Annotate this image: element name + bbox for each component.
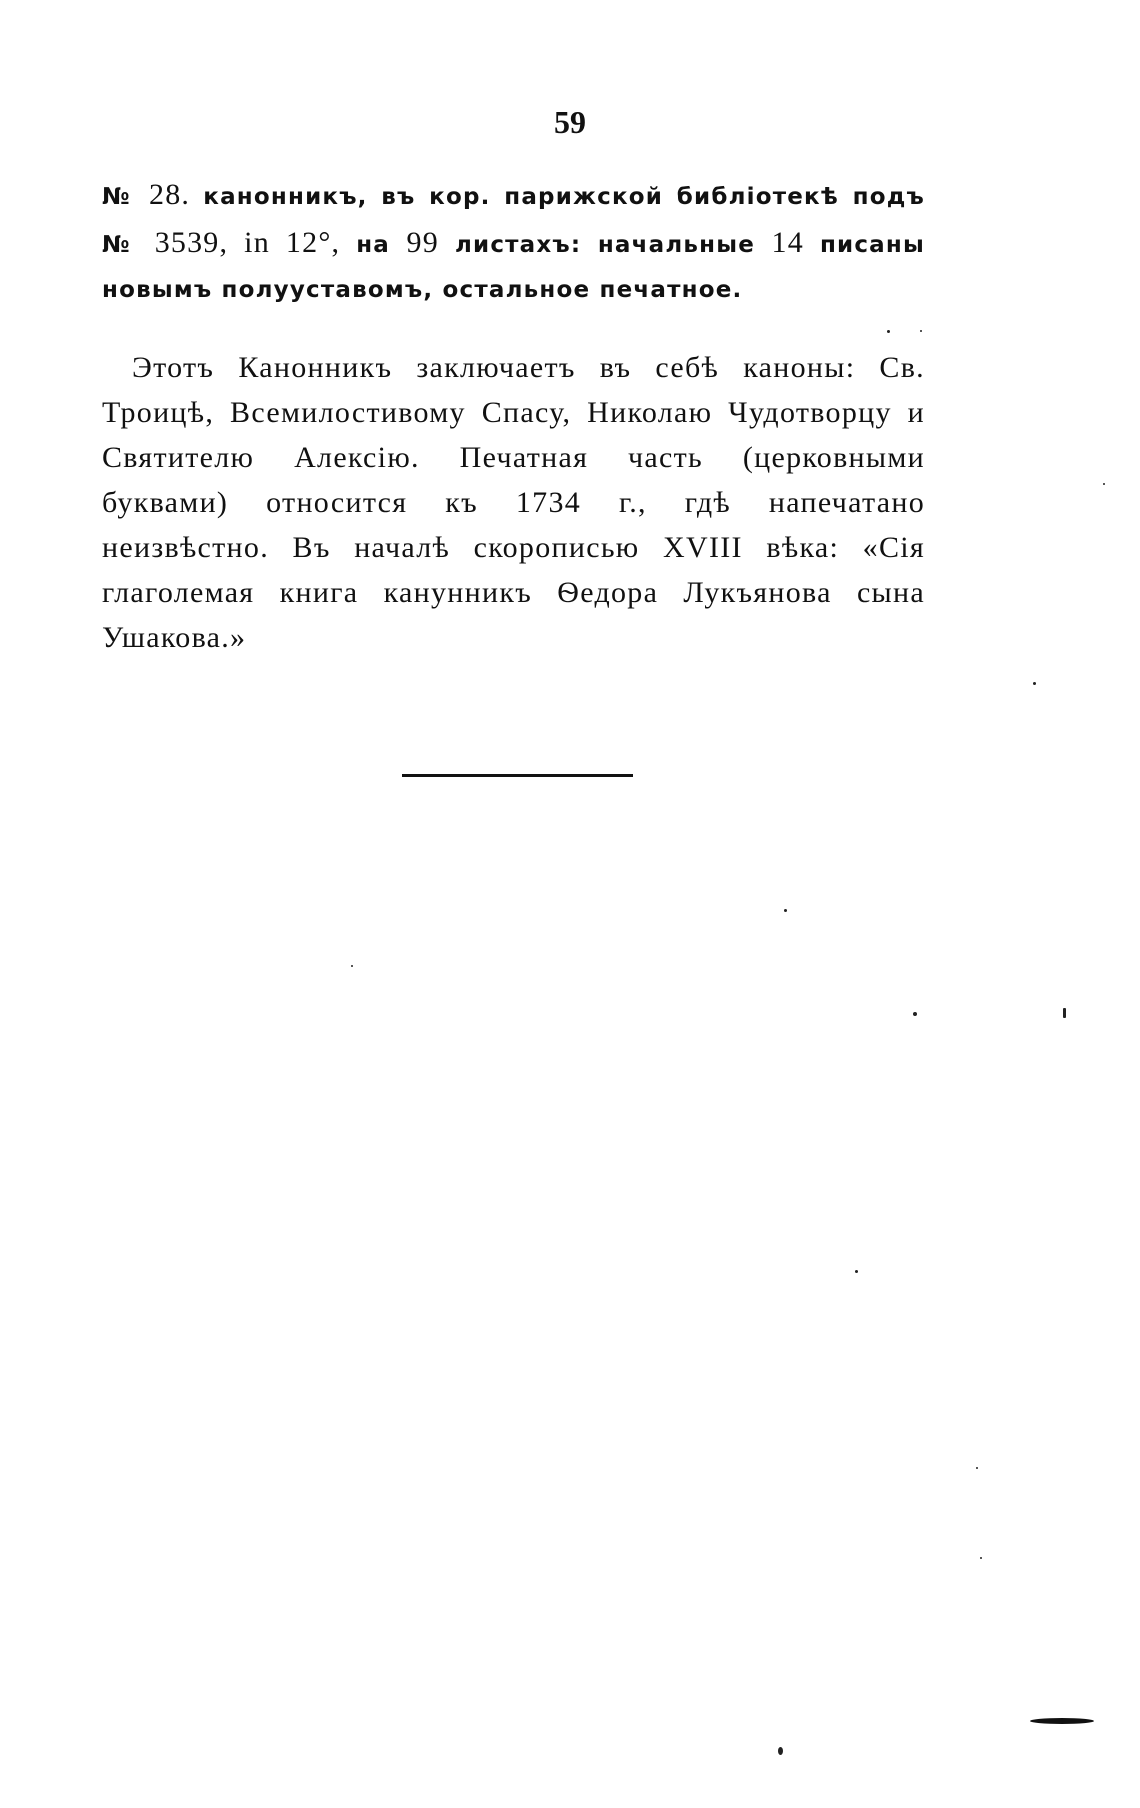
scan-speck — [1033, 682, 1036, 685]
description-paragraph — [102, 345, 925, 660]
entry-shelfmark: 3539, in 12°, — [154, 226, 357, 259]
scan-speck — [855, 1270, 858, 1273]
scan-speck — [887, 330, 890, 333]
catalog-entry — [102, 172, 925, 313]
scan-speck — [784, 909, 787, 912]
scan-speck — [778, 1747, 783, 1755]
scan-speck — [351, 965, 353, 967]
entry-text-b: на — [356, 232, 407, 258]
page-number: 59 — [554, 104, 586, 140]
entry-text-d: писаны новымъ полууставомъ, остальное печатное. — [102, 232, 925, 303]
description-text: Этотъ Канонникъ заключаетъ въ себѣ каноны: Св. Троицѣ, Всемилостивому Спасу, Николаю Чудотворцу и Святителю Алексію. Печатная часть (церковными буквами) относится къ 1734 г., гдѣ напечатано неизвѣстно. Въ началѣ скорописью XVIII вѣка: «Сія глаголемая книга канунникъ Ѳедора Лукъянова сына Ушакова.» — [102, 351, 925, 654]
scan-smudge — [1030, 1718, 1094, 1724]
scan-speck — [1103, 483, 1105, 485]
scan-speck — [1063, 1008, 1066, 1018]
entry-number: 28. — [149, 178, 204, 211]
entry-text-c: листахъ: начальные — [454, 232, 772, 258]
entry-initial-leaves: 14 — [771, 226, 820, 259]
scan-speck — [980, 1557, 982, 1559]
entry-number-sign: № — [102, 184, 149, 210]
entry-leaf-count: 99 — [406, 226, 455, 259]
scan-speck — [913, 1012, 917, 1016]
scan-speck — [920, 330, 922, 332]
scan-speck — [976, 1467, 978, 1469]
entry-text-a: канонникъ, въ кор. парижской библіотекѣ подъ № — [102, 184, 925, 258]
section-divider — [402, 774, 633, 777]
